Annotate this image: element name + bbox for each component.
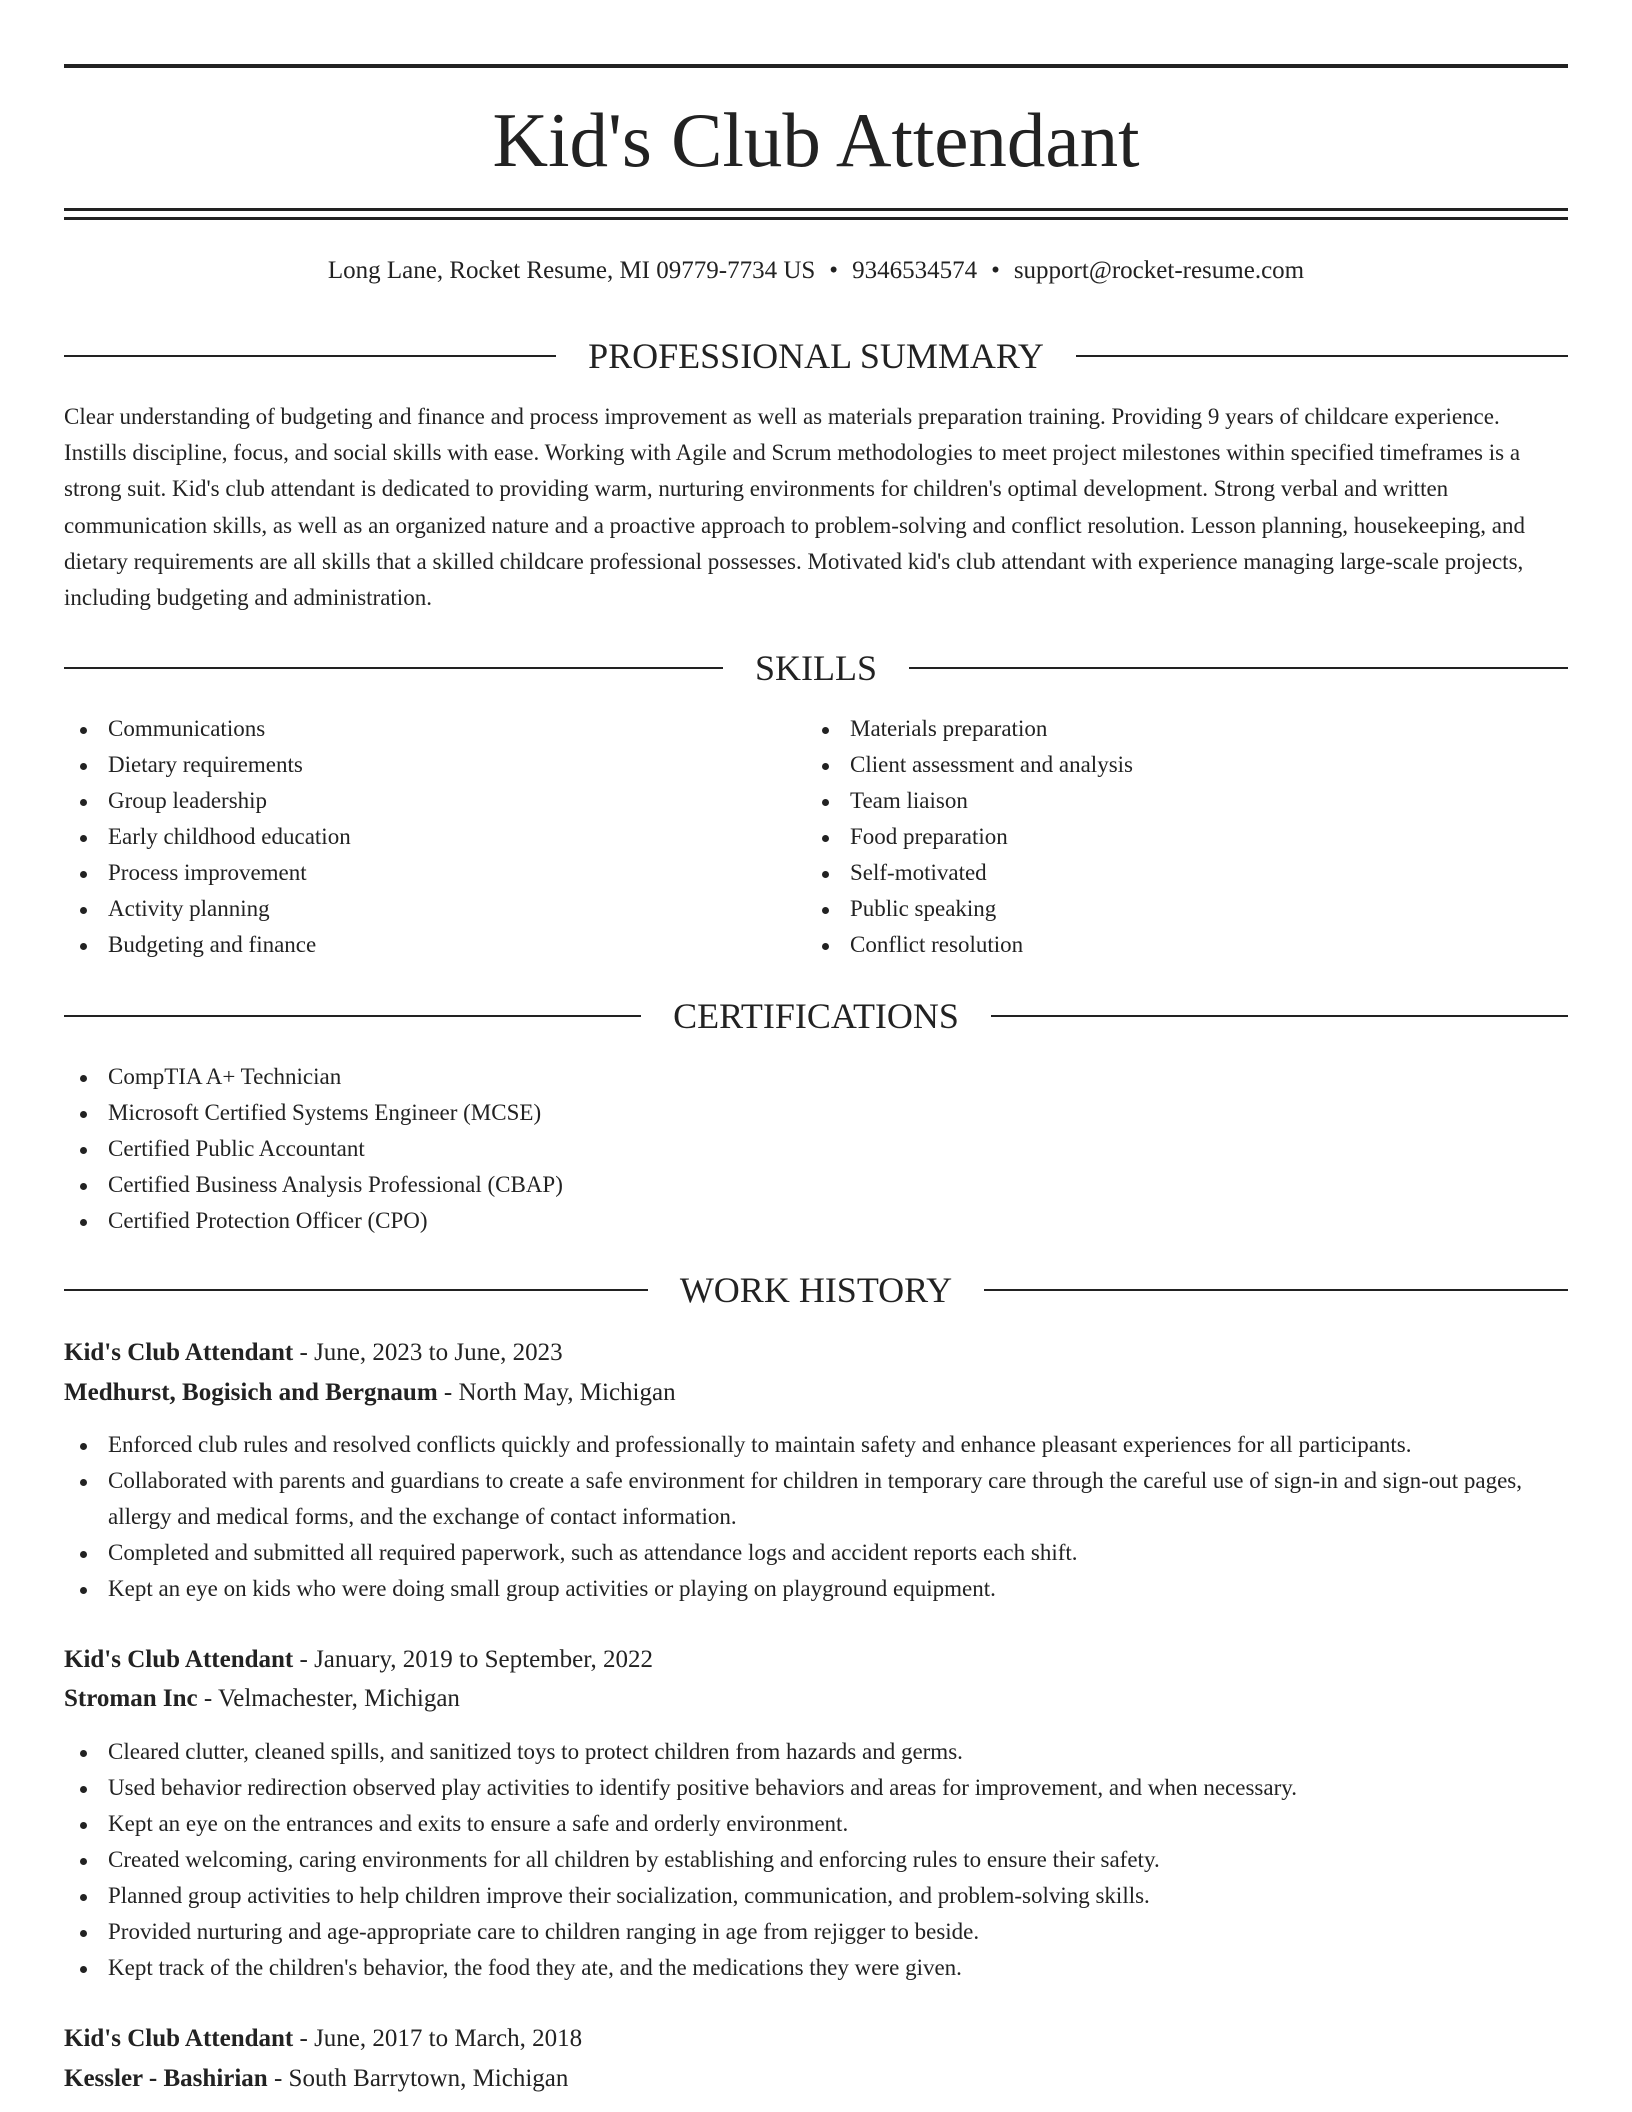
job-title: Kid's Club Attendant <box>64 1339 294 1366</box>
job-dates: - June, 2017 to March, 2018 <box>293 2025 583 2052</box>
certifications-list <box>64 1059 1568 1239</box>
skill-item: Food preparation <box>806 819 1546 855</box>
summary-heading <box>64 334 1568 378</box>
skill-item: Conflict resolution <box>806 927 1546 963</box>
skills-heading <box>64 646 1568 690</box>
skill-item: Process improvement <box>64 855 804 891</box>
skill-item: Materials preparation <box>806 711 1546 747</box>
job-bullet: Enforced club rules and resolved conflicts quickly and professionally to maintain safety and enhance pleasant experiences for all participants. <box>64 1427 1568 1463</box>
heading-rule <box>984 1289 1568 1291</box>
skill-item: Activity planning <box>64 891 804 927</box>
certification-item: Certified Business Analysis Professional (CBAP) <box>64 1167 1568 1203</box>
section-title: PROFESSIONAL SUMMARY <box>588 336 1044 376</box>
job-bullet: Kept track of the children's behavior, the food they ate, and the medications they were given. <box>64 1950 1568 1986</box>
job-bullet: Cleared clutter, cleaned spills, and sanitized toys to protect children from hazards and germs. <box>64 1734 1568 1770</box>
section-title: WORK HISTORY <box>679 1270 953 1310</box>
job-company: Medhurst, Bogisich and Bergnaum <box>64 1379 438 1406</box>
job-company: Stroman Inc <box>64 1685 198 1712</box>
certification-item: CompTIA A+ Technician <box>64 1059 1568 1095</box>
heading-rule <box>64 1015 641 1017</box>
phone: 9346534574 <box>852 257 978 284</box>
skill-item: Dietary requirements <box>64 747 804 783</box>
address: Long Lane, Rocket Resume, MI 09779-7734 US <box>327 257 816 284</box>
heading-rule <box>64 667 723 669</box>
top-rule <box>64 64 1568 68</box>
job-bullet: Provided nurturing and age-appropriate care to children ranging in age from rejigger to beside. <box>64 1914 1568 1950</box>
name-double-rule <box>64 208 1568 220</box>
summary-text: Clear understanding of budgeting and finance and process improvement as well as materials preparation training. Providing 9 years of childcare experience. Instills discipline, focus, and social skills with ease. Working with Agile and Scrum methodologies to meet project milestones within specified timeframes is a strong suit. Kid's club attendant is dedicated to providing warm, nurturing environments for children's optimal development. Strong verbal and written communication skills, as well as an organized nature and a proactive approach to problem-solving and conflict resolution. Lesson planning, housekeeping, and dietary requirements are all skills that a skilled childcare professional possesses. Motivated kid's club attendant with experience managing large-scale projects, including budgeting and administration. <box>64 404 1525 611</box>
job-title-line <box>64 2020 1568 2058</box>
skill-item: Public speaking <box>806 891 1546 927</box>
heading-rule <box>64 1289 648 1291</box>
heading-rule <box>1076 355 1568 357</box>
skill-item: Team liaison <box>806 783 1546 819</box>
certification-item: Microsoft Certified Systems Engineer (MCSE) <box>64 1095 1568 1131</box>
job-bullet-list <box>64 1734 1568 1986</box>
skill-item: Client assessment and analysis <box>806 747 1546 783</box>
job-bullet: Used behavior redirection observed play activities to identify positive behaviors and areas for improvement, and when necessary. <box>64 1770 1568 1806</box>
job-company-line <box>64 1374 1568 1412</box>
job-title: Kid's Club Attendant <box>64 1646 294 1673</box>
job-company-line <box>64 1680 1568 1718</box>
job-bullet: Created welcoming, caring environments for all children by establishing and enforcing rules to ensure their safety. <box>64 1842 1568 1878</box>
skill-item: Budgeting and finance <box>64 927 804 963</box>
job-title: Kid's Club Attendant <box>64 2025 294 2052</box>
skill-item: Group leadership <box>64 783 804 819</box>
job-title-line <box>64 1641 1568 1679</box>
certification-item: Certified Protection Officer (CPO) <box>64 1203 1568 1239</box>
job-location: - South Barrytown, Michigan <box>267 2065 569 2092</box>
heading-rule <box>909 667 1568 669</box>
skills-left-list <box>64 711 804 963</box>
skill-item: Early childhood education <box>64 819 804 855</box>
skill-item: Self-motivated <box>806 855 1546 891</box>
contact-separator: • <box>991 257 1000 284</box>
job-bullet: Collaborated with parents and guardians to create a safe environment for children in temporary care through the careful use of sign-in and sign-out pages, allergy and medical forms, and the exchange of contact information. <box>64 1463 1568 1535</box>
skill-item: Communications <box>64 711 804 747</box>
section-title: SKILLS <box>755 648 878 688</box>
work-history-heading <box>64 1268 1568 1312</box>
section-title: CERTIFICATIONS <box>673 996 959 1036</box>
certification-item: Certified Public Accountant <box>64 1131 1568 1167</box>
job-bullet: Planned group activities to help children improve their socialization, communication, and problem-solving skills. <box>64 1878 1568 1914</box>
contact-separator: • <box>829 257 839 284</box>
job-company-line <box>64 2060 1568 2098</box>
job-title-line <box>64 1334 1568 1372</box>
certifications-heading <box>64 994 1568 1038</box>
heading-rule <box>991 1015 1568 1017</box>
email: support@rocket-resume.com <box>1013 257 1305 284</box>
job-bullet-list <box>64 1427 1568 1607</box>
job-bullet: Kept an eye on the entrances and exits to ensure a safe and orderly environment. <box>64 1806 1568 1842</box>
job-dates: - January, 2019 to September, 2022 <box>293 1646 654 1673</box>
job-bullet: Completed and submitted all required paperwork, such as attendance logs and accident reports each shift. <box>64 1535 1568 1571</box>
heading-rule <box>64 355 556 357</box>
job-dates: - June, 2023 to June, 2023 <box>293 1339 563 1366</box>
resume-name: Kid's Club Attendant <box>492 97 1140 183</box>
skills-right-list <box>806 711 1546 963</box>
job-location: - North May, Michigan <box>437 1379 676 1406</box>
job-company: Kessler - Bashirian <box>64 2065 268 2092</box>
contact-line <box>64 254 1568 288</box>
job-location: - Velmachester, Michigan <box>197 1685 460 1712</box>
job-bullet: Kept an eye on kids who were doing small group activities or playing on playground equipment. <box>64 1571 1568 1607</box>
